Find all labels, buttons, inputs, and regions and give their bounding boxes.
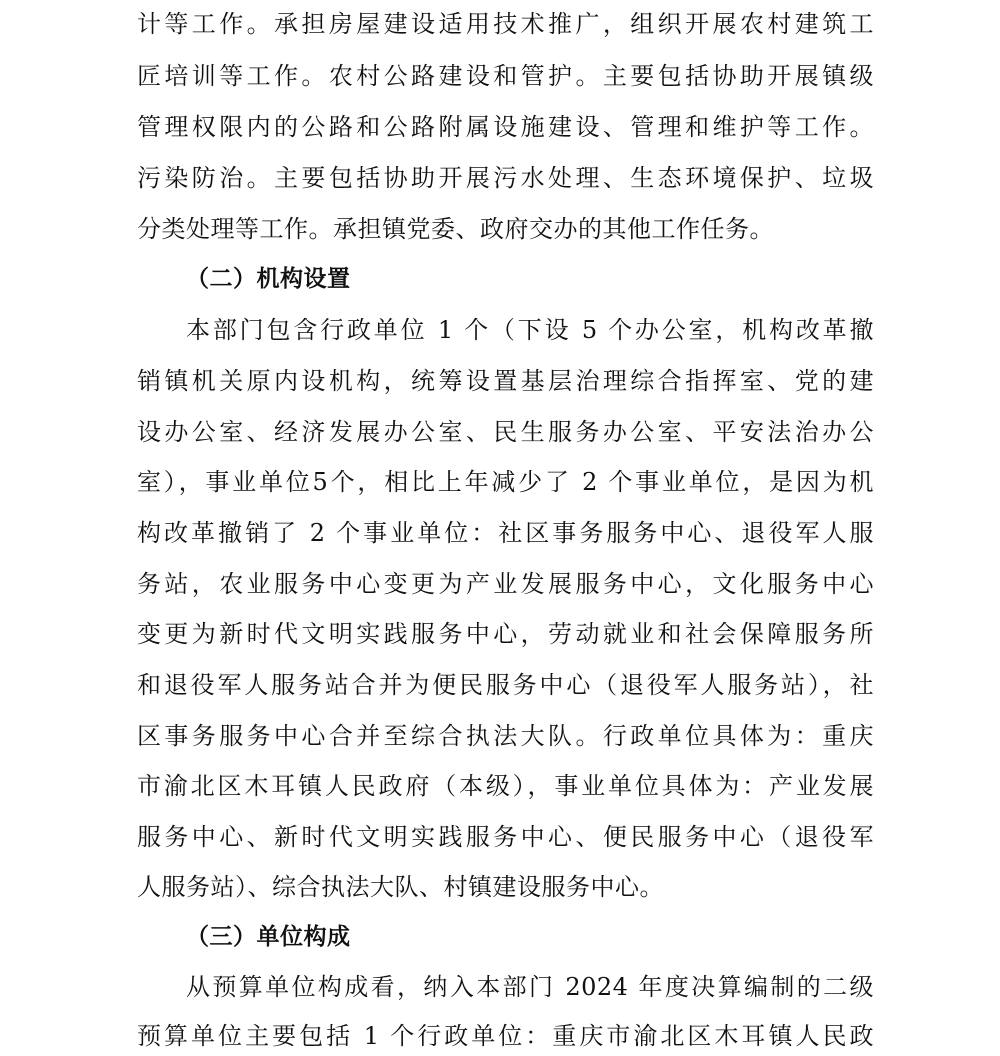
paragraph-line: 市渝北区木耳镇人民政府（本级），事业单位具体为：产业发展 <box>137 772 874 800</box>
paragraph-line: 室），事业单位5个，相比上年减少了 2 个事业单位，是因为机 <box>137 468 874 496</box>
section-heading: （三）单位构成 <box>186 924 351 950</box>
paragraph-line: 污染防治。主要包括协助开展污水处理、生态环境保护、垃圾 <box>137 164 874 192</box>
paragraph-line: 变更为新时代文明实践服务中心，劳动就业和社会保障服务所 <box>137 620 874 648</box>
paragraph-line: 从预算单位构成看，纳入本部门 2024 年度决算编制的二级 <box>186 973 874 1001</box>
paragraph-line: 本部门包含行政单位 1 个（下设 5 个办公室，机构改革撤 <box>186 316 874 344</box>
paragraph-line: 务站，农业服务中心变更为产业发展服务中心，文化服务中心 <box>137 570 874 598</box>
paragraph-line: 匠培训等工作。农村公路建设和管护。主要包括协助开展镇级 <box>137 62 874 90</box>
paragraph-line: 人服务站）、综合执法大队、村镇建设服务中心。 <box>137 873 664 901</box>
paragraph-line: 和退役军人服务站合并为便民服务中心（退役军人服务站），社 <box>137 671 874 699</box>
paragraph-line: 区事务服务中心合并至综合执法大队。行政单位具体为：重庆 <box>137 722 874 750</box>
paragraph-line: 设办公室、经济发展办公室、民生服务办公室、平安法治办公 <box>137 418 874 446</box>
paragraph-line: 管理权限内的公路和公路附属设施建设、管理和维护等工作。 <box>137 113 874 141</box>
paragraph-line: 分类处理等工作。承担镇党委、政府交办的其他工作任务。 <box>137 215 774 243</box>
paragraph-line: 构改革撤销了 2 个事业单位：社区事务服务中心、退役军人服 <box>137 519 874 547</box>
section-heading: （二）机构设置 <box>186 266 351 292</box>
paragraph-line: 服务中心、新时代文明实践服务中心、便民服务中心（退役军 <box>137 823 874 851</box>
paragraph-line: 预算单位主要包括 1 个行政单位：重庆市渝北区木耳镇人民政 <box>137 1022 874 1050</box>
paragraph-line: 计等工作。承担房屋建设适用技术推广，组织开展农村建筑工 <box>137 10 874 38</box>
paragraph-line: 销镇机关原内设机构，统筹设置基层治理综合指挥室、党的建 <box>137 367 874 395</box>
